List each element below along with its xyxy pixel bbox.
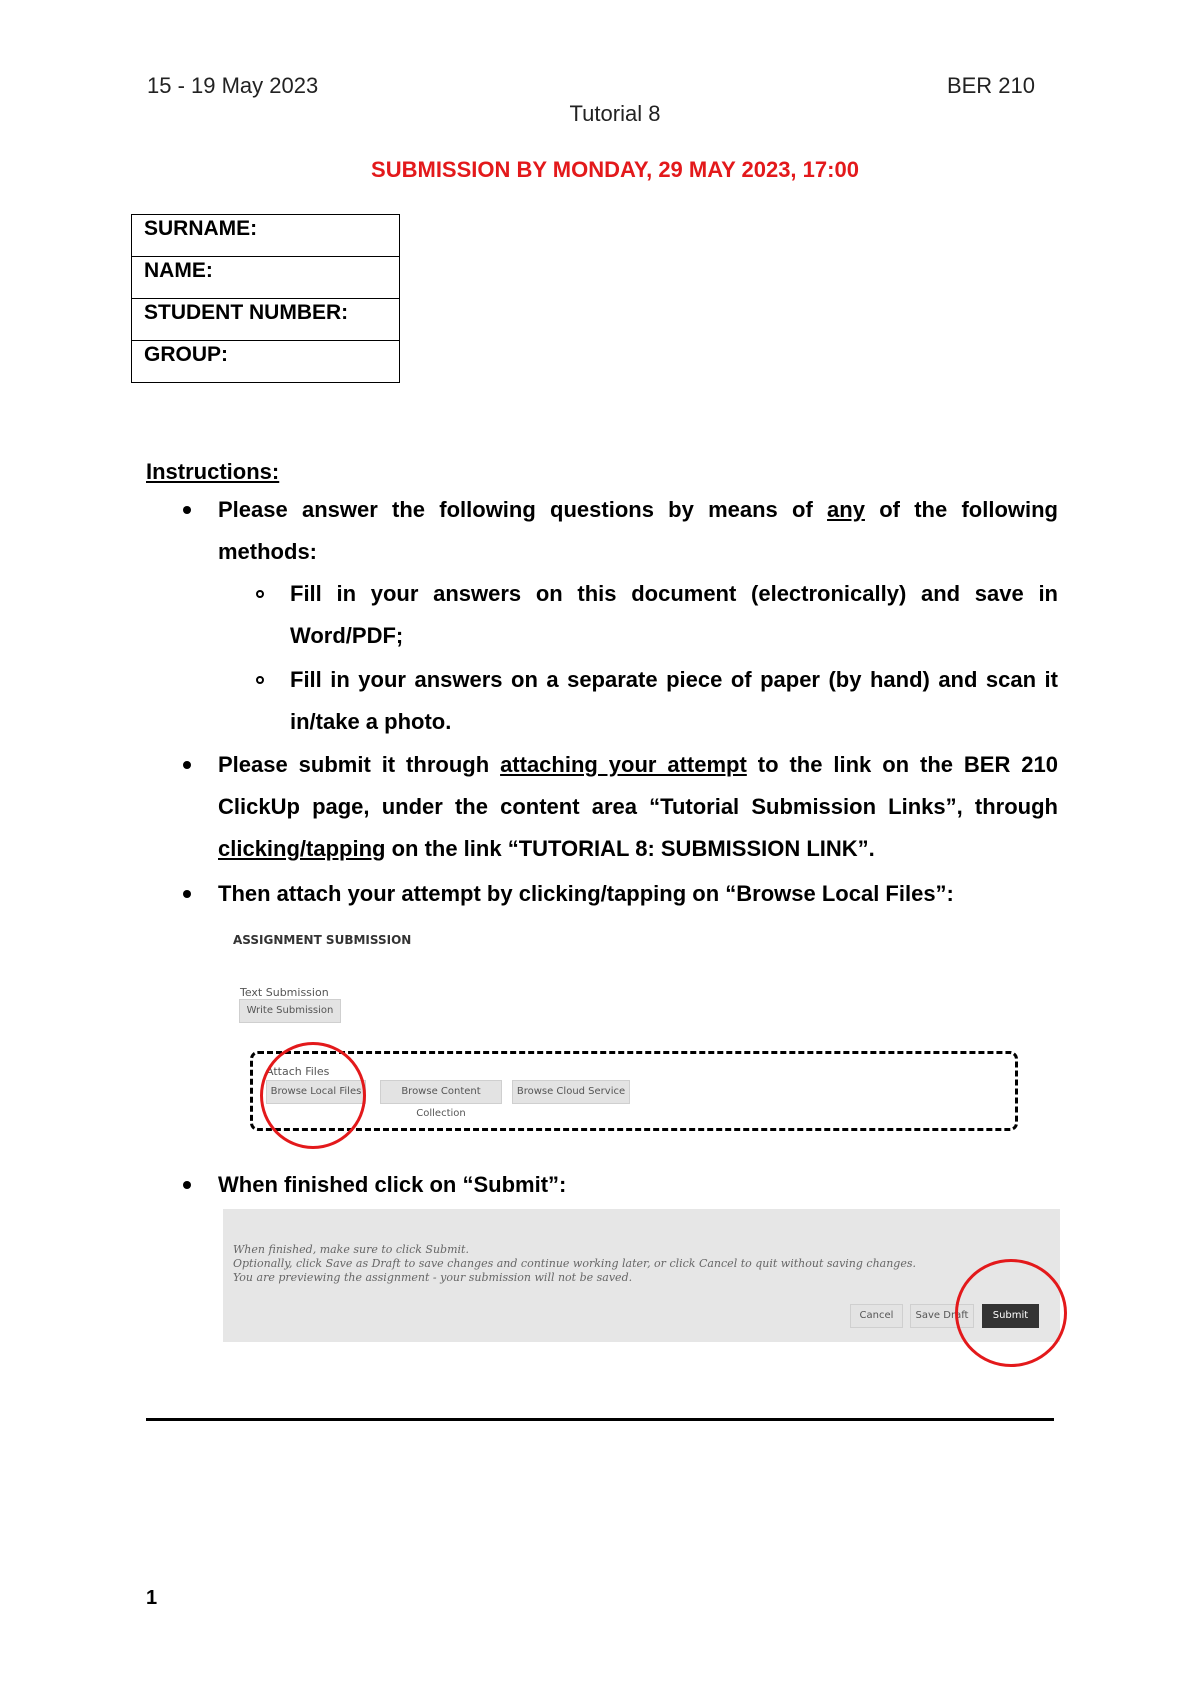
instruction-2-underlined-2: clicking/tapping [218, 836, 386, 861]
bullet-dot [183, 761, 191, 769]
save-draft-button: Save Draft [910, 1304, 974, 1328]
instruction-2-text-mid: to the link on the BER 210 ClickUp page, under the content area “Tutorial Submission Links”, through [218, 752, 1058, 819]
bullet-dot [183, 506, 191, 514]
sub-bullet-circle [256, 676, 264, 684]
instruction-1 [218, 489, 1058, 573]
write-submission-button: Write Submission [239, 999, 341, 1023]
instruction-4: When finished click on “Submit”: [218, 1172, 567, 1197]
help-line-3: You are previewing the assignment - your submission will not be saved. [233, 1271, 633, 1284]
highlight-circle [260, 1042, 366, 1149]
instructions-heading: Instructions: [146, 459, 280, 484]
instruction-1-text: Please answer the following questions by means of [218, 497, 828, 522]
browse-local-files-button: Browse Local Files [266, 1080, 366, 1104]
header-date: 15 - 19 May 2023 [147, 73, 319, 98]
screenshot-title: ASSIGNMENT SUBMISSION [233, 933, 412, 947]
name-field: NAME: [132, 257, 400, 299]
header-course-code: BER 210 [946, 73, 1035, 98]
page-number: 1 [146, 1587, 158, 1609]
highlight-circle [955, 1259, 1067, 1367]
instruction-2-text-end: on the link “TUTORIAL 8: SUBMISSION LINK”. [385, 836, 875, 861]
browse-cloud-service-button: Browse Cloud Service [512, 1080, 630, 1104]
assignment-submission-screenshot [230, 928, 1030, 1143]
text-submission-label: Text Submission [240, 986, 329, 999]
horizontal-rule [146, 1418, 1054, 1421]
student-info-table [131, 214, 400, 383]
cancel-button: Cancel [850, 1304, 903, 1328]
bullet-dot [183, 890, 191, 898]
submit-screenshot [223, 1209, 1060, 1342]
instruction-3: Then attach your attempt by clicking/tapping on “Browse Local Files”: [218, 881, 954, 906]
instruction-2-text: Please submit it through [218, 752, 501, 777]
help-line-1: When finished, make sure to click Submit. [233, 1243, 469, 1256]
surname-field: SURNAME: [132, 215, 400, 257]
method-electronic: Fill in your answers on this document (electronically) and save in Word/PDF; [290, 581, 1058, 648]
browse-content-collection-button: Browse Content Collection [380, 1080, 502, 1104]
instruction-1-text-end: of the following methods: [218, 497, 1058, 564]
submit-help-text [233, 1243, 916, 1285]
sub-bullet-circle [256, 590, 264, 598]
instruction-1-underlined: any [827, 497, 865, 522]
bullet-dot [183, 1181, 191, 1189]
group-field: GROUP: [132, 341, 400, 383]
instruction-2 [218, 744, 1058, 870]
instruction-2-underlined: attaching your attempt [500, 752, 747, 777]
header-tutorial: Tutorial 8 [569, 101, 661, 126]
student-number-field: STUDENT NUMBER: [132, 299, 400, 341]
submission-deadline: SUBMISSION BY MONDAY, 29 MAY 2023, 17:00 [371, 157, 859, 182]
help-line-2: Optionally, click Save as Draft to save changes and continue working later, or click Cancel to quit without saving changes. [233, 1257, 917, 1270]
submit-button: Submit [982, 1304, 1039, 1328]
method-handwritten: Fill in your answers on a separate piece of paper (by hand) and scan it in/take a photo. [290, 667, 1058, 734]
attach-files-label: Attach Files [266, 1065, 330, 1078]
